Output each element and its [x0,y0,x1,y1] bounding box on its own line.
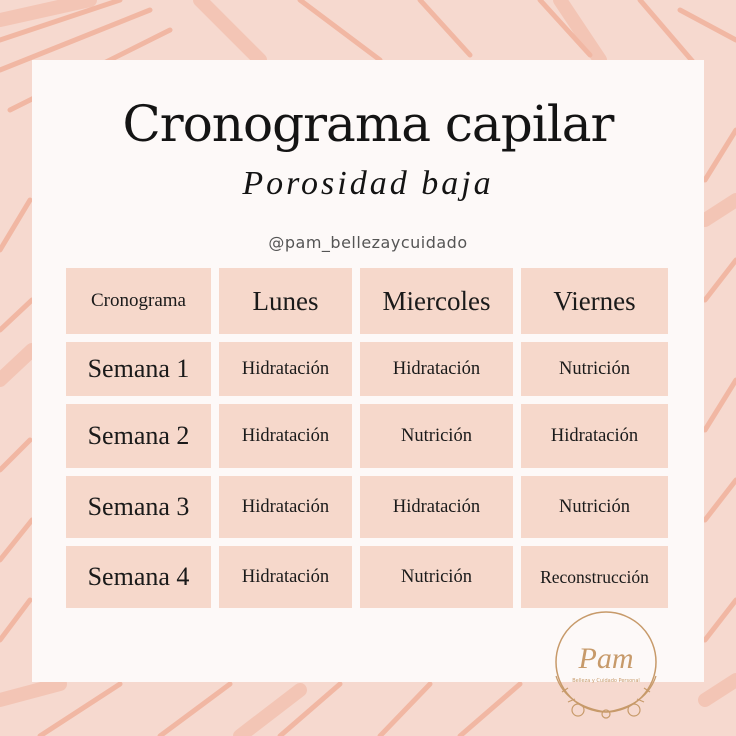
table-cell: Hidratación [360,342,513,396]
table-cell: Nutrición [521,476,668,538]
table-cell: Hidratación [360,476,513,538]
social-handle: @pam_bellezaycuidado [268,233,468,252]
table-cell: Hidratación [219,342,352,396]
row-label-semana-2: Semana 2 [66,404,211,468]
header-cell-miercoles: Miercoles [360,268,513,334]
table-cell: Nutrición [360,404,513,468]
row-label-semana-1: Semana 1 [66,342,211,396]
logo-tagline: Belleza y Cuidado Personal [572,678,640,684]
table-cell: Reconstrucción [521,546,668,608]
table-cell: Hidratación [219,404,352,468]
pam-logo [548,606,664,724]
header-cell-viernes: Viernes [521,268,668,334]
logo-wordmark: Pam [578,642,634,675]
page-title: Cronograma capilar [122,95,614,153]
row-label-semana-4: Semana 4 [66,546,211,608]
table-cell: Hidratación [521,404,668,468]
row-label-semana-3: Semana 3 [66,476,211,538]
table-cell: Nutrición [521,342,668,396]
table-cell: Hidratación [219,546,352,608]
header-cell-lunes: Lunes [219,268,352,334]
header-cell-cronograma: Cronograma [66,268,211,334]
table-cell: Nutrición [360,546,513,608]
page-subtitle: Porosidad baja [242,165,494,202]
table-cell: Hidratación [219,476,352,538]
